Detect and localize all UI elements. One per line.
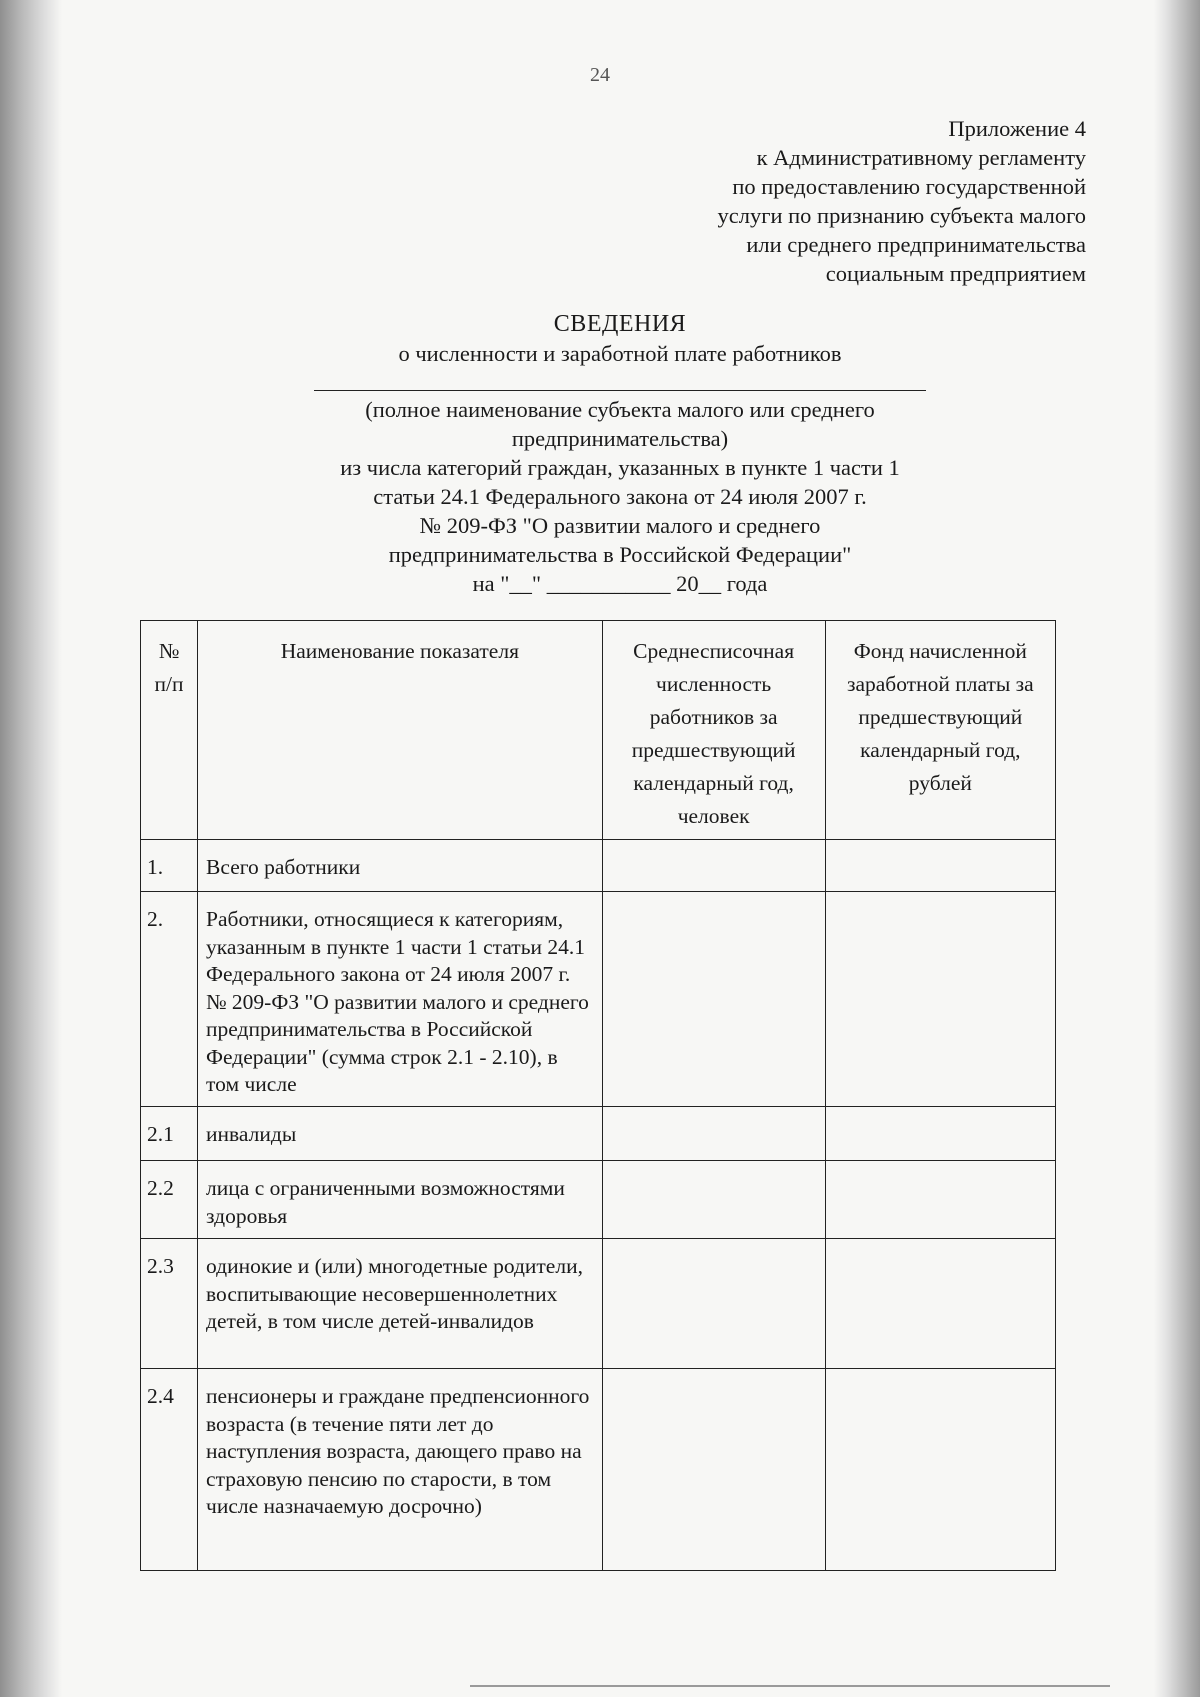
wage-fund-cell[interactable] [825,1107,1055,1161]
scan-bottom-line [470,1685,1110,1687]
table-row [141,1369,1056,1571]
scan-edge-left [0,0,62,1697]
header-name: Наименование показателя [198,621,603,840]
appendix-line: по предоставлению государственной [732,174,1086,199]
page-number: 24 [590,64,610,86]
table-row [141,1239,1056,1369]
document-title: СВЕДЕНИЯ [553,311,687,337]
avg-count-cell[interactable] [602,1107,825,1161]
appendix-line: к Административному регламенту [756,145,1086,170]
avg-count-cell[interactable] [602,1161,825,1239]
wage-fund-cell[interactable] [825,892,1055,1107]
description-line: статьи 24.1 Федерального закона от 24 июля 2007 г. [373,484,867,509]
row-num: 1. [141,840,198,892]
description-line: № 209-ФЗ "О развитии малого и среднего [419,513,821,538]
avg-count-cell[interactable] [602,840,825,892]
appendix-header [718,114,1086,288]
appendix-line: услуги по признанию субъекта малого [717,203,1086,228]
description-line: из числа категорий граждан, указанных в пункте 1 части 1 [340,455,900,480]
appendix-line: или среднего предпринимательства [746,232,1086,257]
table-row [141,1161,1056,1239]
row-num: 2. [141,892,198,1107]
name-hint-line: предпринимательства) [511,426,729,451]
name-hint-line: (полное наименование субъекта малого или среднего [365,397,875,422]
table-row [141,1107,1056,1161]
row-name: Работники, относящиеся к категориям, указанным в пункте 1 части 1 статьи 24.1 Федерального закона от 24 июля 2007 г. № 209-ФЗ "О развитии малого и среднего предпринимательства в Российской Федерации" (сумма строк 2.1 - 2.10), в том числе [198,892,603,1107]
row-name: Всего работники [198,840,603,892]
header-avg-count: Среднесписочная численность работников за предшествующий календарный год, человек [602,621,825,840]
wage-fund-cell[interactable] [825,1369,1055,1571]
wage-fund-cell[interactable] [825,1161,1055,1239]
table-row [141,892,1056,1107]
wage-fund-cell[interactable] [825,840,1055,892]
row-num: 2.3 [141,1239,198,1369]
document-subtitle: о численности и заработной плате работников [398,341,842,366]
title-block [300,310,940,598]
appendix-line: социальным предприятием [825,261,1086,286]
row-name: одинокие и (или) многодетные родители, воспитывающие несовершеннолетних детей, в том числе детей-инвалидов [198,1239,603,1369]
avg-count-cell[interactable] [602,892,825,1107]
header-num: № п/п [141,621,198,840]
avg-count-cell[interactable] [602,1239,825,1369]
employees-table [140,620,1056,1571]
scan-edge-right [1154,0,1200,1697]
table-header-row [141,621,1056,840]
avg-count-cell[interactable] [602,1369,825,1571]
wage-fund-cell[interactable] [825,1239,1055,1369]
header-wage-fund: Фонд начисленной заработной платы за предшествующий календарный год, рублей [825,621,1055,840]
row-num: 2.4 [141,1369,198,1571]
appendix-line: Приложение 4 [948,116,1086,141]
row-name: лица с ограниченными возможностями здоровья [198,1161,603,1239]
report-date-line: на "__" ___________ 20__ года [472,571,768,596]
entity-name-blank-line[interactable] [314,390,926,391]
row-name: пенсионеры и граждане предпенсионного возраста (в течение пяти лет до наступления возраста, дающего право на страховую пенсию по старости, в том числе назначаемую досрочно) [198,1369,603,1571]
description-line: предпринимательства в Российской Федерации" [388,542,852,567]
row-num: 2.1 [141,1107,198,1161]
row-name: инвалиды [198,1107,603,1161]
row-num: 2.2 [141,1161,198,1239]
table-row [141,840,1056,892]
